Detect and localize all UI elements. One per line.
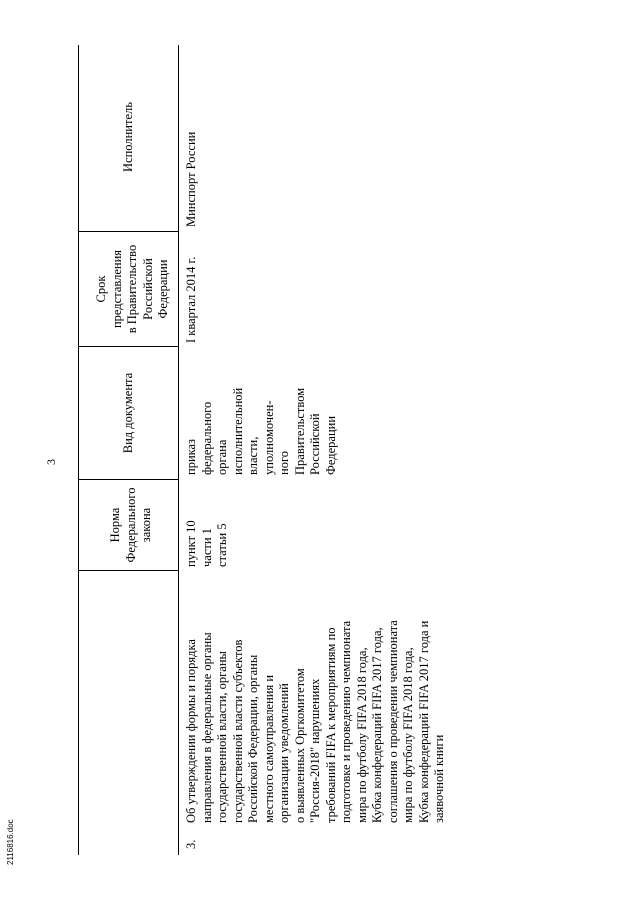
column-divider-vid-srok [78,346,178,347]
row-number: 3. [184,839,198,849]
row-ispolnitel: Минспорт России [184,131,198,227]
column-divider-name-norma [78,570,178,571]
header-norma: Норма Федерального закона [108,487,153,563]
row-srok: I квартал 2014 г. [184,256,198,343]
header-bottom-border [178,45,179,855]
row-norma: пункт 10 части 1 статьи 5 [184,520,229,567]
column-divider-srok-ispolnitel [78,231,178,232]
column-divider-norma-vid [78,479,178,480]
header-vid: Вид документа [121,372,135,454]
header-ispolnitel: Исполнитель [121,102,135,172]
row-vid: приказ федерального органа исполнительной власти, уполномочен- ного Правительством Российской Федерации [184,387,338,475]
header-srok: Срок представления в Правительство Российской Федерации [94,244,170,334]
table-top-border [78,45,79,855]
page-number: 3 [44,459,58,465]
file-id: 2116816.doc [6,819,15,865]
row-document-name: Об утверждении формы и порядка направления в федеральные органы государственной власти, органы государственной власти субъектов Российской Федерации, органы местного самоуправления и организации уведомлений о выявленных Оргкомитетом "Россия-2018" нарушениях требований FIFA к мероприятиям по подготовке и проведению чемпионата мира по футболу FIFA 2018 года, Кубка конфедераций FIFA 2017 года, соглашения о проведении чемпионата мира по футболу FIFA 2018 года, Кубка конфедераций FIFA 2017 года и заявочной книги [184,620,446,823]
